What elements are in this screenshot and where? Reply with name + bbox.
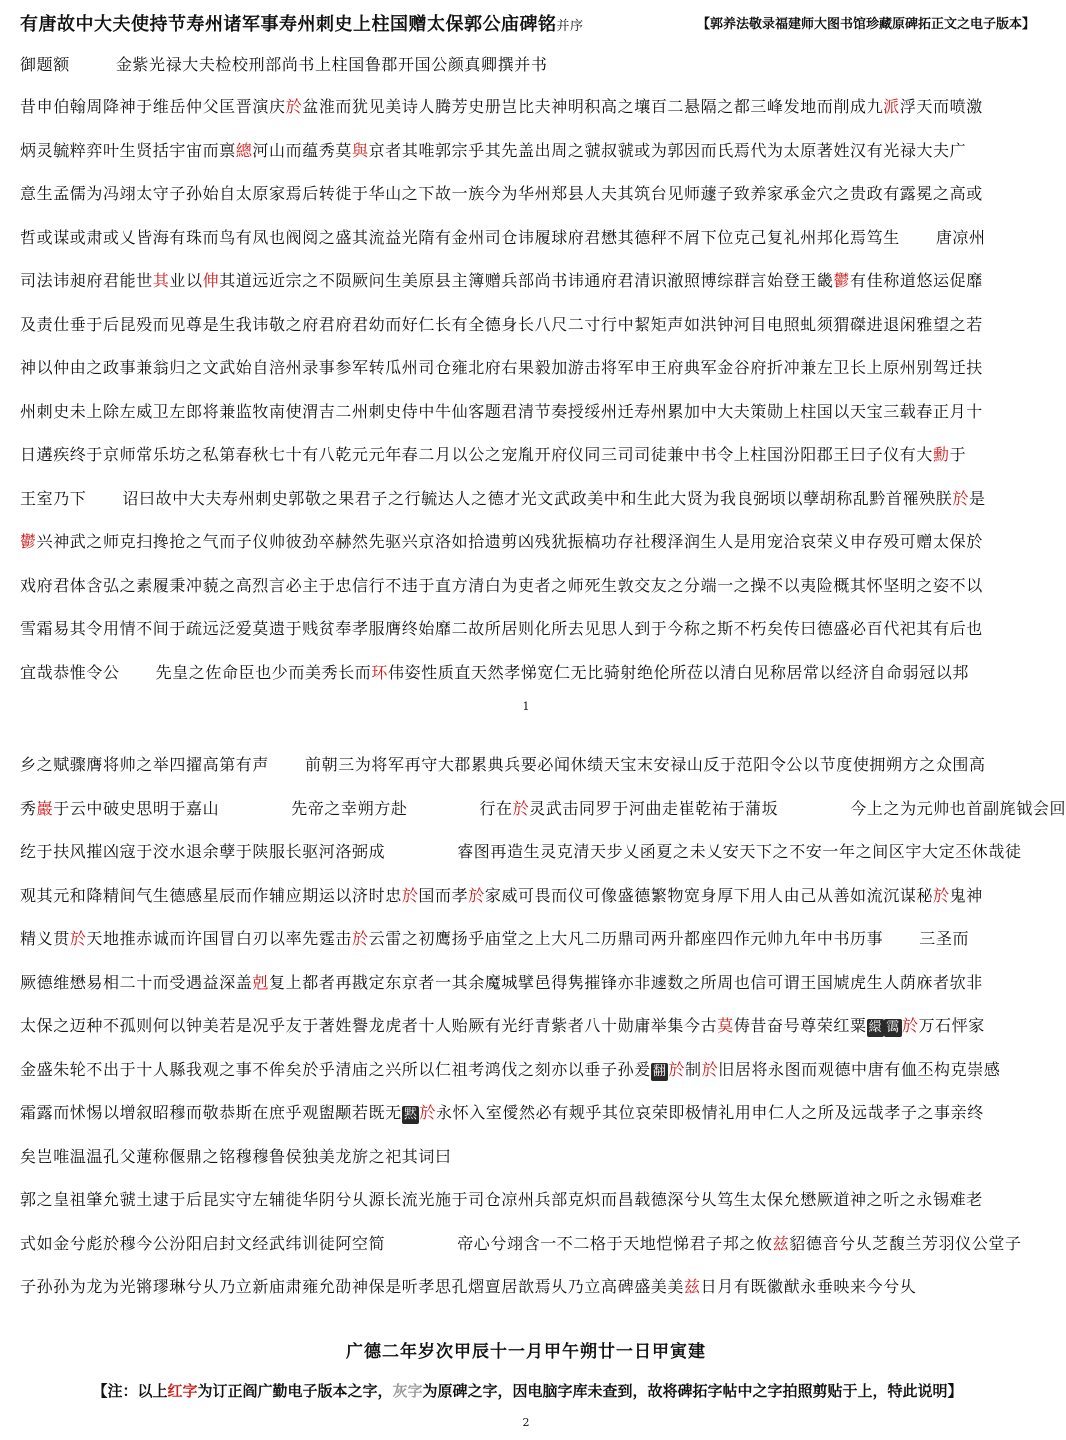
text-segment: 家威可畏而仪可像盛德繁物宽身厚下用人由己从善如流沉谋秘 (484, 885, 934, 905)
text-line (20, 399, 1035, 422)
text-segment: 哲或谋或肃或乂皆海有珠而鸟有凤也阀阅之盛其流益光隋有金州司仓讳履球府君懋其德秤不屑下位克己复礼州邦化焉笃生 (20, 227, 900, 247)
text-segment: 司法讳昶府君能世 (20, 271, 153, 290)
corrected-char: 派 (883, 97, 900, 116)
text-segment: 宜哉恭惟令公 (20, 662, 120, 682)
text-segment: 三圣而 (919, 929, 970, 948)
text-segment: 太保之迈种不孤则何以钟美若是况乎友于著姓譽龙虎者十人贻厥有光纡青紫者八十勋庸举集今古 (20, 1016, 718, 1035)
text-segment: 乡之赋骤膺将帅之举四擢高第有声 (20, 755, 270, 774)
text-segment: 永怀入室僾然必有觌乎其位哀荣即极情礼用申仁人之所及远哉孝子之事亲终 (436, 1103, 984, 1122)
text-segment: 复上都者再戡定东京者一其余魔城擘邑得隽摧锋亦非遽数之所周也信可谓王国虓虎生人荫庥者欤非 (269, 972, 983, 992)
text-segment: 子孙孙为龙为光锵璆琳兮乆乃立新庙肃雍允劭神保是听孝思孔熠亶居歆焉乆乃立高碑盛美美 (20, 1277, 685, 1296)
text-line (20, 660, 1035, 683)
text-line (20, 883, 1035, 906)
corrected-char: 环 (371, 662, 389, 682)
text-segment: 制 (685, 1059, 702, 1079)
rubbing-glyph: 黙 (403, 1107, 418, 1122)
corrected-char: 於 (668, 1059, 686, 1079)
corrected-char: 於 (701, 1059, 719, 1079)
text-segment: 神以仲由之政事兼翁归之文武始自涪州录事参军转瓜州司仓雍北府右果毅加游击将军申王府典军金谷府折冲兼左卫长上原州别驾迁扶 (20, 358, 983, 377)
text-segment: 伟姿性质直天然孝悌宽仁无比骑射绝伦所莅以清白见称居常以经济自命弱冠以邦 (388, 662, 970, 682)
text-segment: 精义贯 (20, 929, 70, 948)
footnote (20, 1380, 1035, 1401)
text-segment: 有佳称道悠运促靡 (850, 271, 983, 290)
text-line (20, 752, 1035, 775)
text-segment: 式如金兮彪於穆今公汾阳启封文经武纬训徒阿空简 (20, 1233, 386, 1253)
byline-left: 御题额 (20, 55, 70, 74)
corrected-char: 於 (352, 929, 369, 948)
text-segment: 是 (969, 488, 986, 508)
text-segment: 金盛朱轮不出于十人縣我观之事不侔矣於乎清庙之兴所以仁祖考鸿伐之刻亦以垂子孙爰 (20, 1059, 651, 1079)
text-line (20, 268, 1035, 291)
text-segment: 于云中破史思明于嘉山 (53, 798, 220, 818)
text-line (20, 796, 1066, 819)
text-segment: 睿图再造生灵克清天步乂函夏之未乂安天下之不安一年之间区宇大定丕休哉徒 (457, 842, 1022, 861)
source-note: 【郭养法敬录福建师大图书馆珍藏原碑拓正文之电子版本】 (696, 17, 1035, 32)
text-segment: 帝心兮翊含一不二格于天地恺悌君子邦之攸 (457, 1233, 773, 1253)
footnote-middle: 为订正阎广勤电子版本之字， (197, 1382, 393, 1400)
byline-right: 金紫光禄大夫检校刑部尚书上柱国鲁郡开国公颜真卿撰并书 (115, 55, 548, 74)
corrected-char: 其 (152, 271, 170, 290)
text-segment: 先皇之佐命臣也少而美秀长而 (155, 662, 372, 682)
corrected-char: 於 (952, 488, 970, 508)
text-segment: 日遘疾终于京师常乐坊之私第春秋七十有八乾元元年春二月以公之宠胤开府仪同三司司徒兼中书令上柱国汾阳郡王曰子仪有大 (20, 445, 934, 464)
text-line (20, 1231, 1035, 1254)
text-line (20, 225, 1035, 248)
text-segment: 貂德音兮乆芝馥兰芳羽仪公堂子 (789, 1233, 1022, 1253)
footnote-before: 【注：以上 (92, 1382, 168, 1400)
text-segment: 戏府君体含弘之素履秉冲藐之高烈言必主于忠信行不违于直方清白为吏者之师死生敦交友之分端一之操不以夷险概其怀坚明之姿不以 (20, 575, 983, 595)
text-segment: 浮天而喷激 (899, 97, 983, 116)
text-segment: 于 (949, 445, 967, 464)
text-segment: 昔申伯翰周降神于维岳仲父匡晋演庆 (20, 97, 286, 116)
text-line (20, 1274, 1035, 1297)
rubbing-glyph: 翻 (652, 1063, 667, 1079)
text-line (20, 181, 1035, 204)
text-segment: 前朝三为将军再守大郡累典兵要必闻休绩天宝末安禄山反于范阳令公以节度使拥朔方之众围高 (305, 755, 986, 774)
text-line (20, 1187, 1035, 1210)
text-segment: 王室乃下 (20, 488, 87, 508)
text-segment: 炳灵毓粹弈叶生贤括宇宙而禀 (20, 140, 236, 160)
document-title (20, 10, 584, 36)
text-line (20, 312, 1035, 335)
text-segment: 灵武击同罗于河曲走崔乾祐于蒲坂 (529, 798, 779, 818)
corrected-char: 勳 (933, 445, 950, 464)
page-number-1: 1 (522, 700, 530, 713)
rubbing-glyph: 繯 (868, 1020, 883, 1035)
text-line (20, 138, 1035, 161)
text-segment: 鬼神 (949, 885, 983, 905)
text-segment: 日月有既徽猷永垂映来今兮乆 (700, 1277, 917, 1296)
corrected-char: 巖 (36, 798, 54, 818)
text-line (20, 970, 1035, 993)
text-line (20, 486, 1035, 509)
text-segment: 先帝之幸朔方赴 (291, 798, 408, 818)
corrected-char: 於 (468, 885, 485, 905)
text-line (20, 442, 1035, 465)
text-line (20, 1100, 1035, 1124)
text-segment: 万石怦家 (918, 1016, 985, 1035)
text-line (20, 94, 1035, 117)
footnote-red-text: 红字 (167, 1382, 198, 1400)
corrected-char: 兹 (684, 1277, 701, 1296)
text-segment: 云雷之初鹰扬乎庙堂之上大凡二历鼎司两升都座四作元帅九年中书历事 (368, 929, 884, 948)
text-segment: 兴神武之师克扫搀抢之气而子仪帅彼劲卒赫然先驱兴京洛如拾遗剪凶残犹振槁功存社稷泽润生人是用宠洽哀荣义申存殁可赠太保於 (36, 532, 983, 551)
text-segment: 厥德维懋易相二十而受遇益深盖 (20, 972, 253, 992)
text-segment: 旧居将永图而观德中唐有侐丕构克崇感 (718, 1059, 1001, 1079)
text-line (20, 1144, 1035, 1167)
corrected-char: 於 (285, 97, 303, 116)
text-segment: 俦昔奋号尊荣红粟 (733, 1016, 867, 1035)
text-segment: 州刺史未上除左威卫左郎将兼监牧南使渭吉二州刺史侍中牛仙客题君清节奏授绥州迁寿州累加中大夫策勋上柱国以天宝三载春正月十 (20, 401, 983, 421)
text-line (20, 926, 1035, 949)
corrected-char: 於 (419, 1103, 437, 1122)
document-header (20, 10, 1035, 40)
corrected-char: 總 (235, 140, 253, 160)
text-segment: 京者其唯郭宗乎其先盖出周之虢叔虢或为郭因而氏焉代为太原著姓汉有光禄大夫广 (368, 140, 967, 160)
text-segment: 诏曰故中大夫寿州刺史郭敬之果君子之行毓达人之德才光文武政美中和生此大贤为我良弼顷以孽胡称乱黔首罹殃朕 (122, 488, 953, 508)
corrected-char: 於 (401, 885, 419, 905)
text-segment: 国而孝 (418, 885, 469, 905)
text-line (20, 573, 1035, 596)
text-line (20, 616, 1035, 639)
footnote-after: 为原碑之字，因电脑字库未查到，故将碑拓字帖中之字拍照剪贴于上，特此说明】 (422, 1382, 963, 1400)
text-segment: 业以 (169, 271, 203, 290)
corrected-char: 伸 (202, 271, 220, 290)
text-line (20, 1057, 1035, 1081)
text-segment: 雪霜易其令用情不间于疏远泛爱莫遗于贱贫奉孝服膺终始靡二故所居则化所去见思人到于今称之斯不朽矣传曰德盛必百代祀其有后也 (20, 619, 983, 638)
corrected-char: 鬱 (833, 271, 851, 290)
corrected-char: 兹 (772, 1233, 790, 1253)
text-segment: 盆淮而犹见美诗人腾芳史册岂比夫神明积高之壤百二悬隔之都三峰发地而削成九 (302, 97, 884, 116)
text-segment: 矣岂唯温温孔父蓮称偃鼎之铭穆穆鲁侯独美龙旂之祀其词曰 (20, 1146, 452, 1166)
text-segment: 及责仕垂于后昆殁而见尊是生我讳敬之府君府君幼而好仁长有全德身长八尺二寸行中絜矩声如洪钟河目电照虬须猬磔进退闲雅望之若 (20, 314, 983, 334)
rubbing-glyph: 霭 (886, 1020, 900, 1035)
title-suffix: 并序 (556, 19, 584, 34)
text-segment: 河山而蕴秀莫 (252, 140, 353, 160)
text-line (20, 355, 1035, 378)
text-segment: 天地推赤诚而许国冒白刃以率先霆击 (86, 929, 353, 948)
text-segment: 观其元和降精间气生德感星辰而作辅应期运以济时忠 (20, 885, 402, 905)
text-segment: 唐凉州 (935, 227, 986, 247)
byline (20, 52, 1035, 75)
text-line (20, 1013, 1035, 1037)
corrected-char: 於 (69, 929, 87, 948)
text-line (20, 839, 1035, 862)
corrected-char: 鬱 (20, 532, 37, 551)
footnote-gray-text: 灰字 (392, 1382, 423, 1400)
text-segment: 行在 (479, 798, 513, 818)
text-segment: 郭之皇祖肇允虢土逮于后昆实守左辅徙华阴兮乆源长流光施于司仓凉州兵部克炽而昌载德深兮乆笃生太保允懋厥道神之听之永锡难老 (20, 1190, 983, 1209)
text-line (20, 529, 1035, 552)
text-segment: 纥于扶风摧凶寇于洨水退余孽于陕服长驱河洛弼成 (20, 842, 386, 861)
text-segment: 秀 (20, 798, 37, 818)
corrected-char: 於 (512, 798, 530, 818)
title-text: 有唐故中大夫使持节寿州诸军事寿州刺史上柱国赠太保郭公庙碑铭 (20, 14, 557, 35)
corrected-char: 剋 (252, 972, 270, 992)
corrected-char: 於 (933, 885, 950, 905)
corrected-char: 與 (352, 140, 369, 160)
corrected-char: 莫 (717, 1016, 734, 1035)
text-segment: 意生孟儒为冯翊太守子孙始自太原家焉后转徙于华山之下故一族今为华州郑县人夫其筑台见师蘧子致养家承金穴之贵政有露冕之高或 (20, 184, 983, 203)
date-line: 广德二年岁次甲辰十一月甲午朔廿一日甲寅建 (346, 1342, 706, 1362)
corrected-char: 於 (901, 1016, 919, 1035)
text-segment: 霜露而怵惕以增叙昭穆而敬恭斯在庶乎观盥颙若既无 (20, 1103, 402, 1122)
text-segment: 今上之为元帅也首副旄钺会回 (850, 798, 1066, 818)
text-segment: 其道远近宗之不陨厥问生美原县主簿赠兵部尚书讳通府君清识澈照博综群言始登王畿 (219, 271, 834, 290)
page-number-2: 2 (522, 1416, 530, 1429)
